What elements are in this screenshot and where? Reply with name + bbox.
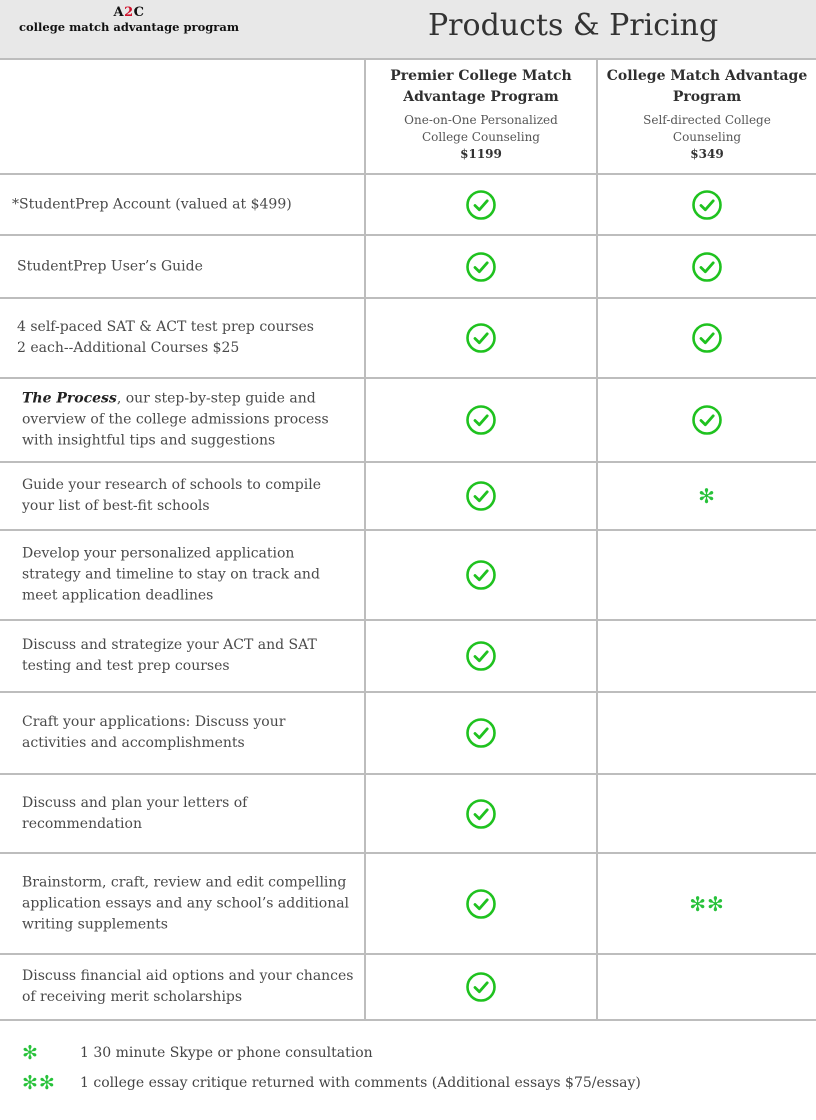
- plan-standard-price: $349: [690, 147, 724, 161]
- feature-row: [0, 854, 816, 955]
- feature-row: [0, 531, 816, 621]
- feature-row: [0, 299, 816, 379]
- feature-text: Discuss and strategize your ACT and SAT testing and test prep courses: [22, 637, 317, 674]
- check-icon: [465, 717, 497, 749]
- feature-cell: [0, 693, 364, 773]
- feature-text-line: 2 each--Additional Courses $25: [17, 340, 240, 356]
- premier-cell: [364, 236, 596, 297]
- footnote-double: [0, 1068, 816, 1098]
- feature-text-line: 4 self-paced SAT & ACT test prep courses: [17, 319, 314, 335]
- premier-cell: [364, 379, 596, 461]
- feature-row: [0, 175, 816, 236]
- header-band: [0, 0, 816, 58]
- standard-cell: [596, 775, 816, 852]
- feature-row: [0, 621, 816, 693]
- check-icon: [691, 189, 723, 221]
- standard-cell: [596, 463, 816, 529]
- premier-cell: [364, 621, 596, 691]
- footnote-text: 1 college essay critique returned with comments (Additional essays $75/essay): [80, 1075, 641, 1091]
- check-icon: [465, 640, 497, 672]
- standard-cell: [596, 299, 816, 377]
- double-asterisk-icon: ✻✻: [22, 1072, 56, 1094]
- premier-cell: [364, 175, 596, 234]
- footnote-single: [0, 1038, 816, 1068]
- feature-row: [0, 379, 816, 463]
- standard-cell: [596, 236, 816, 297]
- standard-cell: [596, 854, 816, 953]
- plan-premier-description: One-on-One Personalized College Counseling: [404, 113, 558, 144]
- double-asterisk-icon: ✻✻: [689, 891, 725, 916]
- feature-emphasis: The Process: [22, 390, 117, 407]
- logo-tagline: college match advantage program: [19, 20, 239, 34]
- standard-cell: [596, 531, 816, 619]
- check-icon: [465, 559, 497, 591]
- standard-cell: [596, 175, 816, 234]
- logo: [0, 6, 258, 34]
- check-icon: [465, 189, 497, 221]
- footnote-text: 1 30 minute Skype or phone consultation: [80, 1045, 373, 1061]
- header-empty-cell: [0, 60, 364, 173]
- check-icon: [691, 322, 723, 354]
- feature-text: *StudentPrep Account (valued at $499): [12, 196, 292, 212]
- premier-cell: [364, 463, 596, 529]
- standard-cell: [596, 621, 816, 691]
- feature-text: Discuss and plan your letters of recommendation: [22, 794, 248, 832]
- feature-cell: [0, 299, 364, 377]
- feature-cell: [0, 854, 364, 953]
- check-icon: [465, 322, 497, 354]
- feature-cell: [0, 621, 364, 691]
- logo-suffix: C: [133, 5, 145, 20]
- feature-cell: [0, 463, 364, 529]
- check-icon: [465, 971, 497, 1003]
- feature-row: [0, 236, 816, 299]
- feature-cell: [0, 236, 364, 297]
- plan-premier-name: Premier College Match Advantage Program: [390, 68, 572, 105]
- page-title: Products & Pricing: [428, 8, 719, 43]
- feature-row: [0, 775, 816, 854]
- check-icon: [465, 798, 497, 830]
- plan-standard-description: Self-directed College Counseling: [643, 113, 771, 144]
- feature-text: [17, 317, 354, 359]
- premier-cell: [364, 531, 596, 619]
- premier-cell: [364, 955, 596, 1019]
- feature-text: [22, 389, 354, 452]
- footnotes: [0, 1038, 816, 1098]
- plan-premier-header: [364, 60, 596, 173]
- premier-cell: [364, 299, 596, 377]
- logo-accent: 2: [124, 5, 134, 20]
- logo-prefix: A: [113, 5, 125, 20]
- standard-cell: [596, 955, 816, 1019]
- feature-text: Craft your applications: Discuss your activities and accomplishments: [22, 714, 286, 751]
- plan-standard-name: College Match Advantage Program: [606, 68, 808, 105]
- plan-standard-header: [596, 60, 816, 173]
- premier-cell: [364, 693, 596, 773]
- feature-text: Brainstorm, craft, review and edit compelling application essays and any school’s additional writing supplements: [22, 874, 350, 932]
- feature-text: Discuss financial aid options and your chances of receiving merit scholarships: [22, 968, 354, 1005]
- premier-cell: [364, 854, 596, 953]
- premier-cell: [364, 775, 596, 852]
- single-asterisk-icon: ✻: [22, 1042, 39, 1064]
- check-icon: [691, 404, 723, 436]
- feature-cell: [0, 379, 364, 461]
- pricing-table: [0, 58, 816, 1021]
- feature-cell: [0, 531, 364, 619]
- standard-cell: [596, 379, 816, 461]
- plan-premier-price: $1199: [460, 147, 502, 161]
- feature-cell: [0, 955, 364, 1019]
- feature-text: Develop your personalized application strategy and timeline to stay on track and meet application deadlines: [22, 545, 320, 604]
- feature-text-rest: , our step-by-step guide and overview of the college admissions process with insightful tips and suggestions: [22, 390, 329, 449]
- check-icon: [465, 251, 497, 283]
- check-icon: [465, 888, 497, 920]
- feature-row: [0, 693, 816, 775]
- feature-row: [0, 955, 816, 1021]
- single-asterisk-icon: ✻: [698, 484, 716, 508]
- check-icon: [691, 251, 723, 283]
- feature-row: [0, 463, 816, 531]
- feature-cell: [0, 775, 364, 852]
- plan-header-row: [0, 58, 816, 175]
- feature-text: StudentPrep User’s Guide: [17, 258, 203, 274]
- feature-cell: [0, 175, 364, 234]
- check-icon: [465, 404, 497, 436]
- logo-mark: [0, 6, 258, 20]
- feature-text: Guide your research of schools to compile your list of best-fit schools: [22, 477, 321, 514]
- check-icon: [465, 480, 497, 512]
- standard-cell: [596, 693, 816, 773]
